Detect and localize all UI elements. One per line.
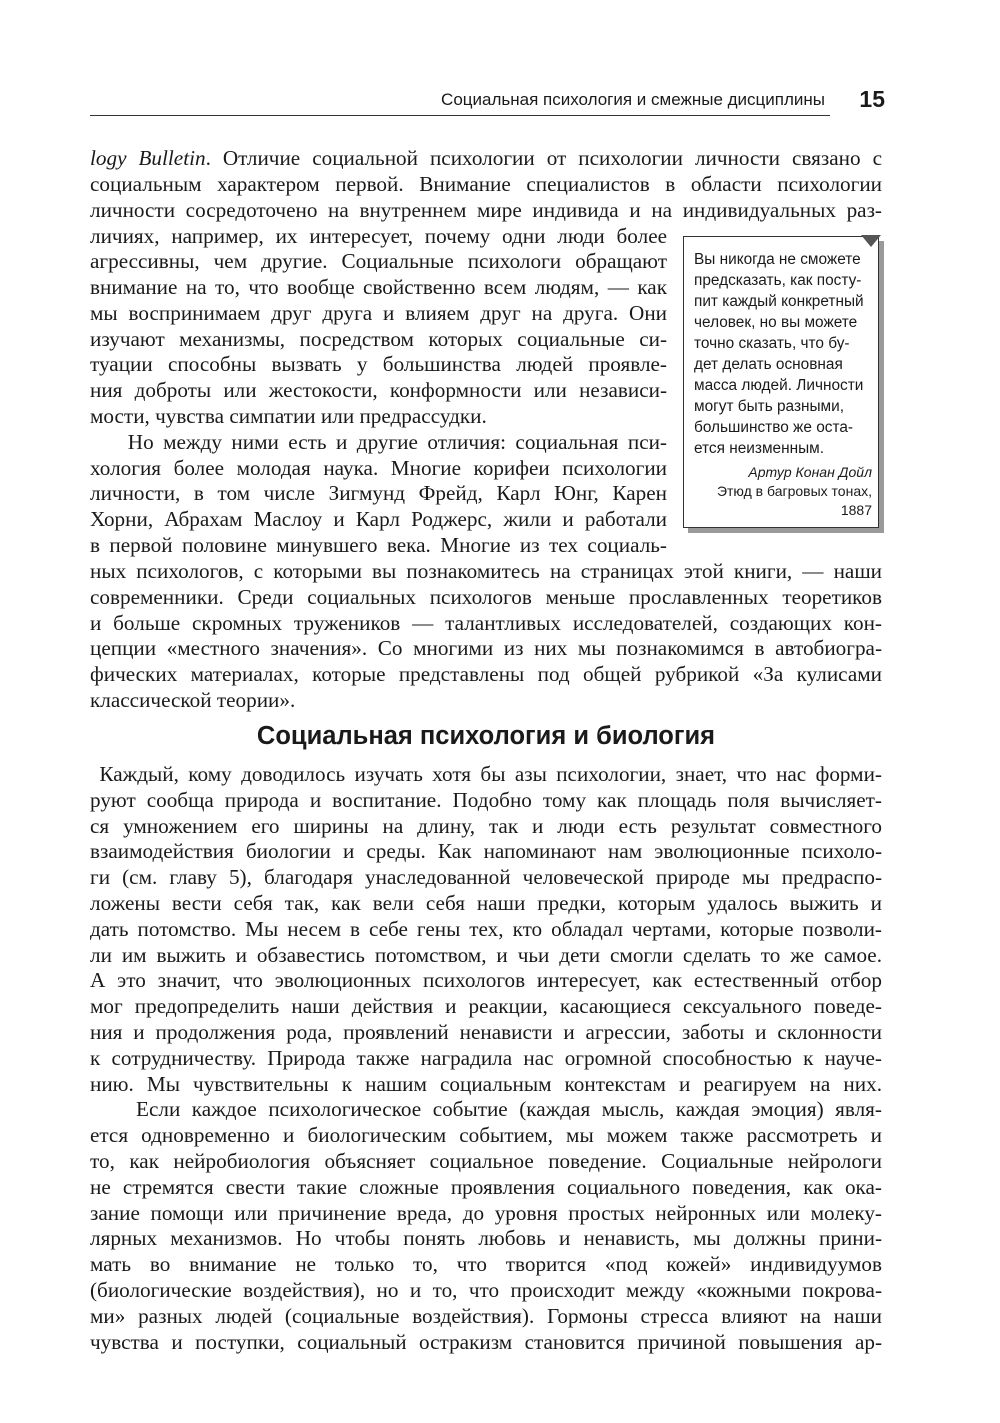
text-line: мы воспринимаем друг друга и влияем друг на друга. Они [90,300,667,325]
text-line: Каждый, кому доводилось изучать хотя бы азы психологии, знает, что нас форми- [90,762,882,786]
text-line: хология более молодая наука. Многие корифеи психологии [90,455,667,480]
triangle-marker-icon [861,235,881,247]
text-line: logy Bulletin. Отличие социальной психологии от психологии личности связано с [90,146,882,170]
text-line: руют сообща природа и воспитание. Подобно тому как площадь поля вычисляет- [90,787,882,812]
text-line: ми» разных людей (социальные воздействия). Гормоны стресса влияют на наши [90,1303,882,1328]
text-line: Но между ними есть и другие отличия: социальная пси- [90,429,667,454]
text-line: взаимодействия биологии и среды. Как напоминают нам эволюционные психоло- [90,839,882,864]
paragraph-continuation [90,559,882,714]
epigraph-box [683,236,879,528]
text-line: ния и продолжения рода, проявлений ненависти и агрессии, заботы и склонности [90,1019,882,1044]
text-line: ги (см. главу 5), благодаря унаследованной человеческой природе мы предраспо- [90,865,882,890]
text-line: агрессивны, чем другие. Социальные психологи обращают [90,249,667,274]
text-line: в первой половине минувшего века. Многие из тех социаль- [90,533,667,558]
text-line: Если каждое психологическое событие (каждая мысль, каждая эмоция) явля- [90,1097,882,1122]
text-line: туации способны вызвать у большинства людей проявле- [90,352,667,377]
text-line: личиях, например, их интересует, почему одни люди более [90,223,667,248]
epigraph-source: Этюд в багровых тонах, [716,483,872,499]
text-line: не стремятся свести такие сложные проявления социального поведения, как ока- [90,1174,882,1199]
text-line: ния доброты или жестокости, конформности или независи- [90,378,667,403]
text-line: дать потомство. Мы несем в себе гены тех, кто обладал чертами, которые позволи- [90,916,882,941]
text-line: нию. Мы чувствительны к нашим социальным контекстам и реагируем на них. [90,1071,882,1096]
text-line: личности сосредоточено на внутреннем мире индивида и на индивидуальных раз- [90,197,882,222]
running-header-title: Социальная психология и смежные дисциплины [441,90,825,109]
text-line: к сотрудничеству. Природа также наградила нас огромной способностью к науче- [90,1045,882,1070]
text-line: (биологические воздействия), но и то, что происходит между «кожными покрова- [90,1277,882,1302]
text-line: лярных механизмов. Но чтобы понять любовь и ненависть, мы должны прини- [90,1226,882,1251]
text-line: ся умножением его ширины на длину, так и люди есть результат совместного [90,813,882,838]
section-heading: Социальная психология и биология [256,722,716,750]
text-line: А это значит, что эволюционных психологов интересует, как естественный отбор [90,968,882,993]
text-line: ли им выжить и обзавестись потомством, и чьи дети смогли сделать то же самое. [90,942,882,967]
epigraph-text: Вы никогда не сможете предсказать, как посту- пит каждый конкретный человек, но вы можете точно сказать, что бу- дет делать основная масса людей. Личности могут быть разными, большинство же оста- ется неизменным. [694,251,864,457]
text-line: зание помощи или причинение вреда, до уровня простых нейронных или молеку- [90,1200,882,1225]
text-line: ется одновременно и биологическим событием, мы можем также рассмотреть и [90,1123,882,1148]
text-line: ложены вести себя так, как вели себя наши предки, которым удалось выжить и [90,890,882,915]
text-line: классической теории». [90,687,296,712]
text-line: фических материалах, которые представлены под общей рубрикой «За кулисами [90,662,882,687]
paragraph-biology [90,762,882,1355]
text-line: изучают механизмы, посредством которых социальные си- [90,326,667,351]
text-line: цепции «местного значения». Со многими из них мы познакомимся в автобиогра- [90,636,882,661]
text-line: чувства и поступки, социальный остракизм становится причиной повышения ар- [90,1329,882,1354]
page-number: 15 [859,86,885,112]
text-line: современники. Среди социальных психологов меньше прославленных теоретиков [90,584,882,609]
epigraph-author: Артур Конан Дойл [748,464,872,480]
text-line: и больше скромных тружеников — талантливых исследователей, создающих кон- [90,610,882,635]
header-rule [90,115,830,116]
epigraph-year: 1887 [840,502,872,518]
text-line: внимание на то, что вообще свойственно всем людям, — как [90,275,667,300]
text-line: то, как нейробиология объясняет социальное поведение. Социальные нейрологи [90,1148,882,1173]
text-line: Хорни, Абрахам Маслоу и Карл Роджерс, жили и работали [90,507,667,532]
text-line: социальным характером первой. Внимание специалистов в области психологии [90,171,882,196]
text-line: мости, чувства симпатии или предрассудки. [90,404,487,429]
running-header [90,88,885,116]
text-line: мать во внимание не только то, что творится «под кожей» индивидуумов [90,1252,882,1277]
journal-title: logy Bulletin [90,146,206,170]
text-line: ных психологов, с которыми вы познакомитесь на страницах этой книги, — наши [90,559,882,583]
text-line: личности, в том числе Зигмунд Фрейд, Карл Юнг, Карен [90,481,667,506]
text-line: мог предопределить наши действия и реакции, касающиеся сексуального поведе- [90,994,882,1019]
paragraph-intro [90,146,882,223]
